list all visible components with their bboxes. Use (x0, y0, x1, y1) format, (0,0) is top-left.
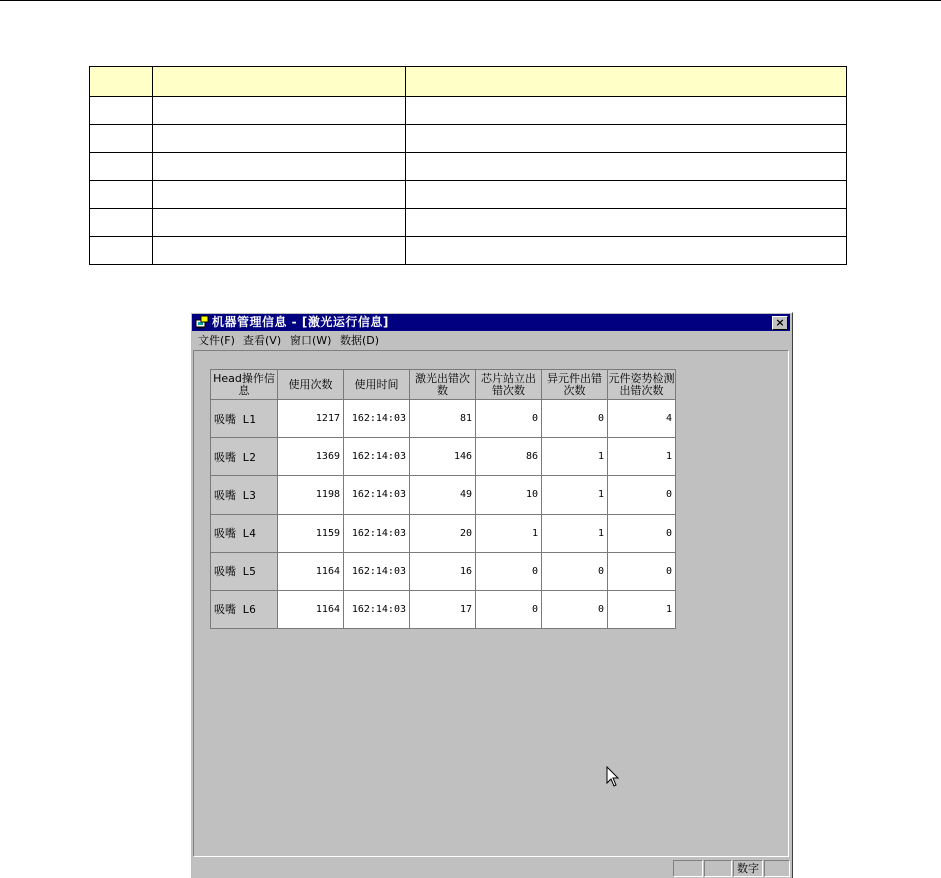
status-pane (764, 860, 790, 877)
grid-header-row (211, 370, 676, 400)
row-header[interactable]: 吸嘴 L1 (211, 400, 278, 438)
grid-row (211, 476, 676, 514)
row-header[interactable]: 吸嘴 L3 (211, 476, 278, 514)
grid-cell[interactable]: 0 (608, 514, 676, 552)
row-header[interactable]: 吸嘴 L6 (211, 590, 278, 628)
status-bar (192, 858, 790, 877)
row-header[interactable]: 吸嘴 L5 (211, 552, 278, 590)
grid-cell[interactable]: 146 (410, 438, 476, 476)
row-header[interactable]: 吸嘴 L4 (211, 514, 278, 552)
grid-cell[interactable]: 4 (608, 400, 676, 438)
mouse-pointer-icon (606, 766, 620, 788)
menu-file[interactable]: 文件(F) (198, 334, 235, 347)
machine-info-window (190, 312, 793, 878)
column-header[interactable]: 使用时间 (344, 370, 410, 400)
grid-cell[interactable]: 1369 (278, 438, 344, 476)
grid-cell[interactable]: 162:14:03 (344, 552, 410, 590)
grid-cell[interactable]: 162:14:03 (344, 590, 410, 628)
grid-cell[interactable]: 1164 (278, 552, 344, 590)
grid-cell[interactable]: 1217 (278, 400, 344, 438)
grid-cell[interactable]: 1 (542, 438, 608, 476)
app-icon (195, 315, 209, 329)
grid-row (211, 552, 676, 590)
menu-view[interactable]: 查看(V) (243, 334, 282, 347)
page-top-rule (0, 0, 941, 1)
title-bar[interactable] (192, 314, 790, 331)
grid-row (211, 438, 676, 476)
document-table-row (90, 97, 847, 125)
column-header[interactable]: 使用次数 (278, 370, 344, 400)
grid-cell[interactable]: 0 (476, 400, 542, 438)
close-icon: × (775, 316, 785, 329)
status-pane (673, 860, 703, 877)
window-title: 机器管理信息 - [激光运行信息] (212, 315, 389, 329)
document-table (89, 66, 847, 265)
close-button[interactable] (772, 316, 788, 330)
grid-cell[interactable]: 1198 (278, 476, 344, 514)
grid-cell[interactable]: 1164 (278, 590, 344, 628)
grid-cell[interactable]: 0 (542, 552, 608, 590)
grid-cell[interactable]: 1 (608, 438, 676, 476)
grid-cell[interactable]: 1 (542, 514, 608, 552)
grid-cell[interactable]: 0 (608, 476, 676, 514)
status-pane (704, 860, 732, 877)
grid-cell[interactable]: 1 (608, 590, 676, 628)
column-header[interactable]: 元件姿势检测出错次数 (608, 370, 676, 400)
grid-cell[interactable]: 10 (476, 476, 542, 514)
grid-cell[interactable]: 16 (410, 552, 476, 590)
grid-cell[interactable]: 81 (410, 400, 476, 438)
menu-window[interactable]: 窗口(W) (290, 334, 332, 347)
grid-cell[interactable]: 0 (476, 552, 542, 590)
document-table-row (90, 209, 847, 237)
grid-cell[interactable]: 0 (476, 590, 542, 628)
grid-cell[interactable]: 1159 (278, 514, 344, 552)
column-header[interactable]: 芯片站立出错次数 (476, 370, 542, 400)
document-table-row (90, 153, 847, 181)
laser-info-grid (210, 369, 676, 629)
grid-cell[interactable]: 162:14:03 (344, 400, 410, 438)
grid-cell[interactable]: 162:14:03 (344, 514, 410, 552)
grid-cell[interactable]: 17 (410, 590, 476, 628)
document-table-row (90, 236, 847, 264)
document-table-header-row (90, 67, 847, 97)
grid-cell[interactable]: 86 (476, 438, 542, 476)
row-header[interactable]: 吸嘴 L2 (211, 438, 278, 476)
column-header[interactable]: 异元件出错次数 (542, 370, 608, 400)
grid-cell[interactable]: 1 (542, 476, 608, 514)
menu-data[interactable]: 数据(D) (340, 334, 380, 347)
grid-cell[interactable]: 20 (410, 514, 476, 552)
grid-cell[interactable]: 0 (542, 400, 608, 438)
grid-cell[interactable]: 0 (542, 590, 608, 628)
grid-row (211, 590, 676, 628)
grid-cell[interactable]: 162:14:03 (344, 476, 410, 514)
document-table-row (90, 125, 847, 153)
document-table-row (90, 181, 847, 209)
column-header[interactable]: Head操作信息 (211, 370, 278, 400)
grid-cell[interactable]: 0 (608, 552, 676, 590)
grid-cell[interactable]: 162:14:03 (344, 438, 410, 476)
num-lock-indicator: 数字 (733, 860, 763, 877)
grid-row (211, 400, 676, 438)
grid-cell[interactable]: 1 (476, 514, 542, 552)
grid-row (211, 514, 676, 552)
menu-bar (192, 332, 790, 349)
column-header[interactable]: 激光出错次数 (410, 370, 476, 400)
grid-cell[interactable]: 49 (410, 476, 476, 514)
